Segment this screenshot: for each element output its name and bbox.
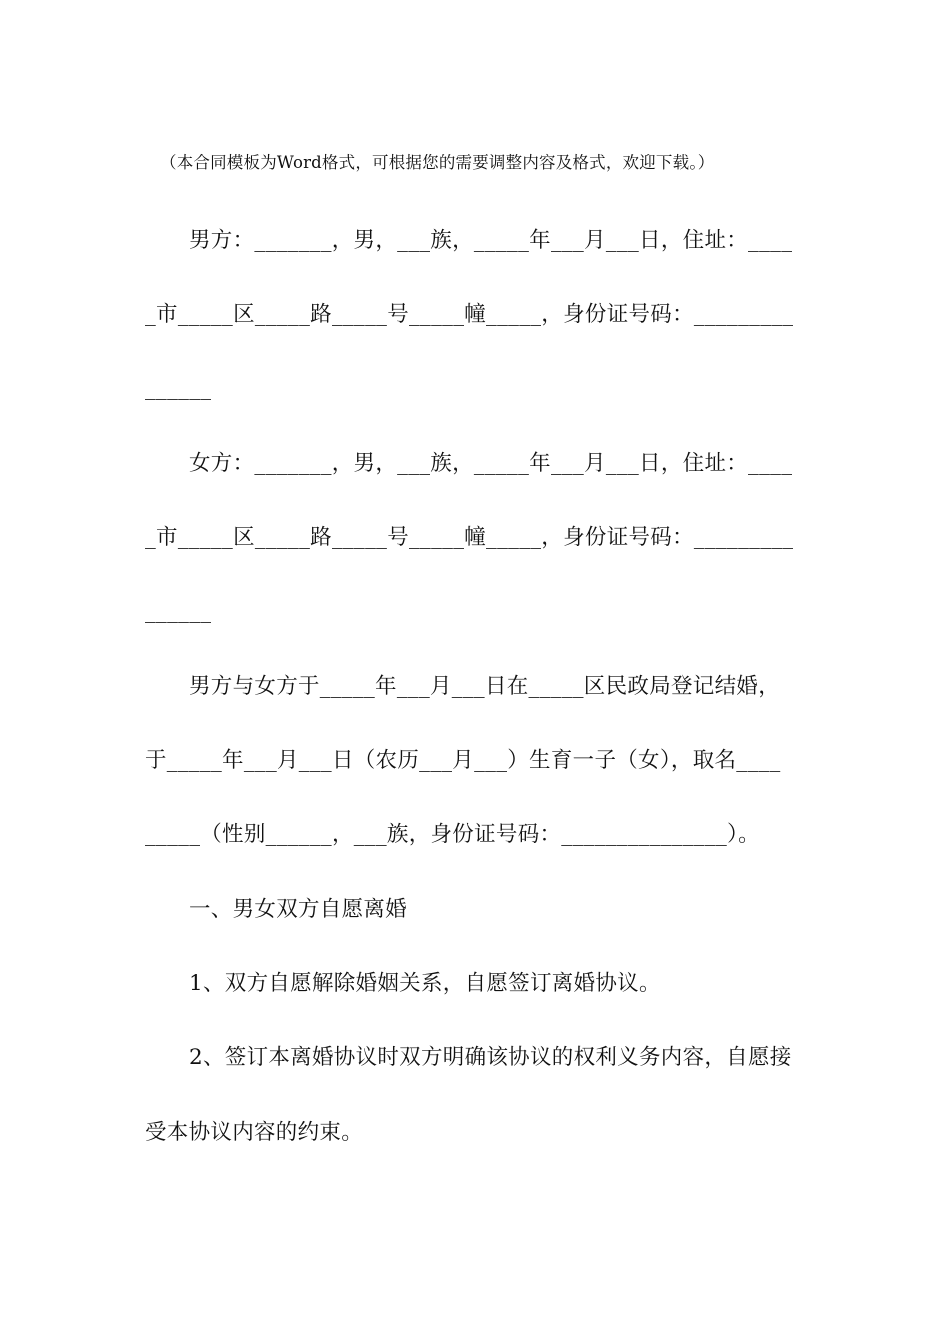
marriage-paragraph-line-1: 男方与女方于_____年___月___日在_____区民政局登记结婚， xyxy=(189,674,781,699)
male-party-line-1: 男方：_______，男，___族，_____年___月___日，住址：____ xyxy=(189,228,793,253)
section-1-title: 一、男女双方自愿离婚 xyxy=(189,897,408,922)
male-party-line-3: ______ xyxy=(145,376,212,401)
male-party-line-2: _市_____区_____路_____号_____幢_____，身份证号码：_________ xyxy=(145,302,794,327)
clause-2-line-1: 2、签订本离婚协议时双方明确该协议的权利义务内容，自愿接 xyxy=(189,1045,792,1070)
marriage-paragraph-line-2: 于_____年___月___日（农历___月___）生育一子（女），取名____ xyxy=(145,748,781,773)
clause-1: 1、双方自愿解除婚姻关系，自愿签订离婚协议。 xyxy=(189,971,661,996)
template-note: （本合同模板为Word格式，可根据您的需要调整内容及格式，欢迎下载。） xyxy=(160,153,715,172)
female-party-line-2: _市_____区_____路_____号_____幢_____，身份证号码：_________ xyxy=(145,525,794,550)
marriage-paragraph-line-3: _____（性别______，___族，身份证号码：_______________）。 xyxy=(145,822,760,847)
clause-2-line-2: 受本协议内容的约束。 xyxy=(145,1120,364,1145)
female-party-line-3: ______ xyxy=(145,599,212,624)
female-party-line-1: 女方：_______，男，___族，_____年___月___日，住址：____ xyxy=(189,451,793,476)
